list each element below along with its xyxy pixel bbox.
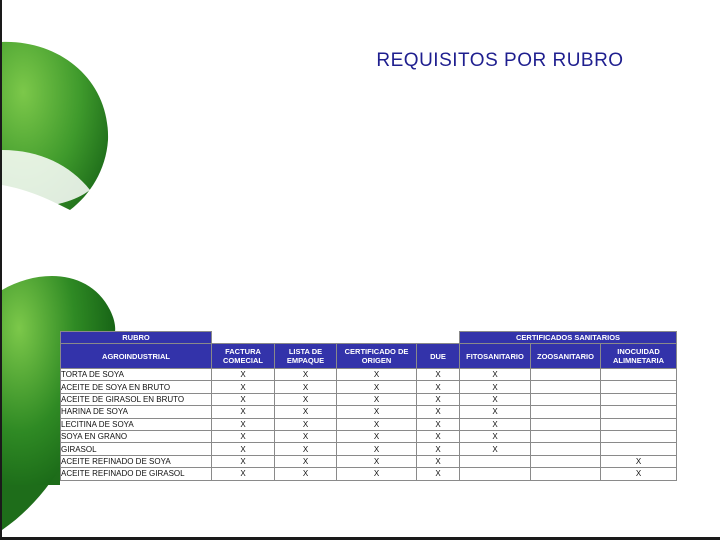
requirement-cell: X [212, 418, 275, 430]
requirement-cell: X [337, 443, 417, 455]
requirement-cell: X [417, 430, 460, 442]
requirement-cell [460, 455, 531, 467]
row-product-name: ACEITE DE GIRASOL EN BRUTO [61, 393, 212, 405]
requirement-cell: X [212, 443, 275, 455]
requirement-cell: X [275, 468, 337, 480]
requirement-cell: X [460, 381, 531, 393]
slide-title: REQUISITOS POR RUBRO [376, 50, 624, 71]
row-product-name: SOYA EN GRANO [61, 430, 212, 442]
col-inocuidad: INOCUIDAD ALIMNETARIA [601, 344, 677, 369]
requirement-cell [601, 443, 677, 455]
requirement-cell: X [212, 468, 275, 480]
requirement-cell: X [337, 468, 417, 480]
requirement-cell: X [417, 455, 460, 467]
requirement-cell: X [275, 455, 337, 467]
requirement-cell: X [337, 430, 417, 442]
requirement-cell [460, 468, 531, 480]
requirement-cell: X [212, 406, 275, 418]
requirements-table [60, 331, 677, 481]
table-row [61, 443, 677, 455]
requirement-cell [531, 443, 601, 455]
requirement-cell: X [601, 468, 677, 480]
table-row [61, 430, 677, 442]
requirement-cell [531, 381, 601, 393]
row-product-name: ACEITE REFINADO DE GIRASOL [61, 468, 212, 480]
requirement-cell: X [212, 369, 275, 381]
row-product-name: ACEITE REFINADO DE SOYA [61, 455, 212, 467]
col-due: DUE [417, 344, 460, 369]
table-row [61, 381, 677, 393]
requirement-cell: X [275, 443, 337, 455]
table-row [61, 393, 677, 405]
requirement-cell: X [275, 381, 337, 393]
requirement-cell [531, 393, 601, 405]
requirement-cell: X [337, 369, 417, 381]
table-row [61, 406, 677, 418]
requirement-cell [601, 369, 677, 381]
row-product-name: ACEITE DE SOYA EN BRUTO [61, 381, 212, 393]
requirement-cell: X [275, 393, 337, 405]
requirement-cell: X [337, 381, 417, 393]
requirement-cell [531, 406, 601, 418]
requirement-cell: X [337, 393, 417, 405]
requirement-cell: X [337, 418, 417, 430]
requirement-cell [531, 369, 601, 381]
col-lista-empaque: LISTA DE EMPAQUE [275, 344, 337, 369]
requirement-cell [531, 468, 601, 480]
requirement-cell [601, 430, 677, 442]
requirement-cell: X [417, 369, 460, 381]
requirement-cell: X [417, 381, 460, 393]
table-row [61, 468, 677, 480]
requirement-cell: X [275, 369, 337, 381]
requirement-cell: X [460, 418, 531, 430]
requirement-cell: X [212, 381, 275, 393]
requirement-cell [601, 381, 677, 393]
requirement-cell: X [460, 393, 531, 405]
requirement-cell: X [460, 369, 531, 381]
requirement-cell: X [417, 443, 460, 455]
requirement-cell: X [417, 393, 460, 405]
requirement-cell: X [337, 406, 417, 418]
requirement-cell: X [275, 430, 337, 442]
col-factura: FACTURA COMECIAL [212, 344, 275, 369]
requirement-cell: X [460, 430, 531, 442]
col-agroindustrial: AGROINDUSTRIAL [61, 344, 212, 369]
requirement-cell: X [275, 418, 337, 430]
requirement-cell: X [337, 455, 417, 467]
requirement-cell [531, 418, 601, 430]
requirement-cell: X [417, 406, 460, 418]
table-row [61, 418, 677, 430]
requirement-cell: X [212, 393, 275, 405]
requirement-cell [531, 430, 601, 442]
col-zoosanitario: ZOOSANITARIO [531, 344, 601, 369]
row-product-name: HARINA DE SOYA [61, 406, 212, 418]
requirement-cell: X [601, 455, 677, 467]
requirement-cell [531, 455, 601, 467]
header-row-group [61, 332, 677, 344]
requirement-cell [601, 393, 677, 405]
col-certificado-origen: CERTIFICADO DE ORIGEN [337, 344, 417, 369]
header-row-columns [61, 344, 677, 369]
header-blank [212, 332, 460, 344]
row-product-name: LECITINA DE SOYA [61, 418, 212, 430]
requirement-cell: X [460, 406, 531, 418]
row-product-name: TORTA DE SOYA [61, 369, 212, 381]
header-certificados: CERTIFICADOS SANITARIOS [460, 332, 677, 344]
requirement-cell: X [417, 468, 460, 480]
row-product-name: GIRASOL [61, 443, 212, 455]
requirement-cell: X [212, 430, 275, 442]
requirement-cell: X [460, 443, 531, 455]
col-fitosanitario: FITOSANITARIO [460, 344, 531, 369]
table-row [61, 455, 677, 467]
requirement-cell: X [212, 455, 275, 467]
table-row [61, 369, 677, 381]
requirement-cell: X [275, 406, 337, 418]
requirement-cell [601, 406, 677, 418]
requirement-cell: X [417, 418, 460, 430]
header-rubro: RUBRO [61, 332, 212, 344]
requirement-cell [601, 418, 677, 430]
